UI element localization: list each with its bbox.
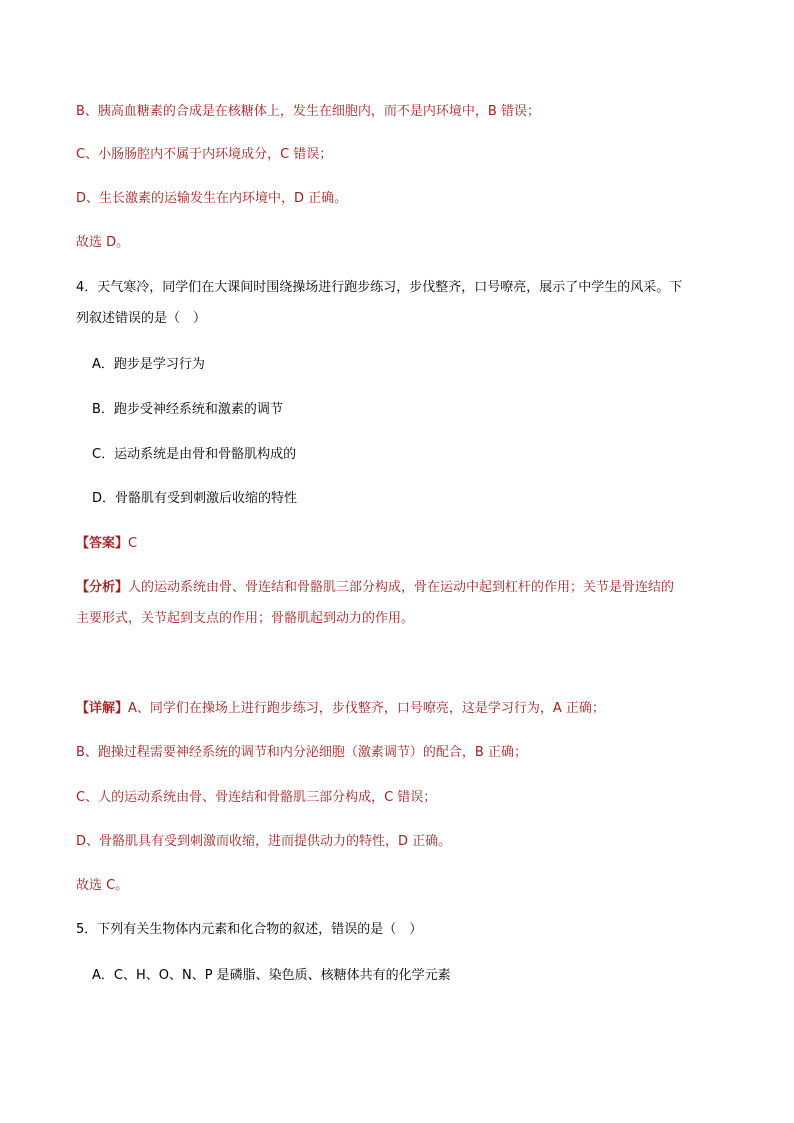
q4-analysis-line1 — [76, 579, 674, 597]
q4-analysis-line2: 主要形式，关节起到支点的作用；骨骼肌起到动力的作用。 — [76, 611, 415, 626]
q4-option-c: C．运动系统是由骨和骨骼肌构成的 — [92, 447, 297, 462]
detail-text-a: A、同学们在操场上进行跑步练习，步伐整齐，口号嘹亮，这是学习行为，A 正确； — [128, 701, 605, 716]
q4-detail-b: B、跑操过程需要神经系统的调节和内分泌细胞（激素调节）的配合，B 正确； — [76, 745, 527, 760]
q4-stem-line2: 列叙述错误的是（ ） — [76, 311, 207, 326]
q4-option-d: D．骨骼肌有受到刺激后收缩的特性 — [92, 491, 298, 506]
analysis-text-1: 人的运动系统由骨、骨连结和骨骼肌三部分构成，骨在运动中起到杠杆的作用；关节是骨连结的 — [128, 580, 675, 595]
q4-detail-d: D、骨骼肌具有受到刺激而收缩，进而提供动力的特性，D 正确。 — [76, 834, 452, 849]
prev-explanation-b: B、胰高血糖素的合成是在核糖体上，发生在细胞内，而不是内环境中，B 错误； — [76, 104, 540, 119]
prev-conclusion: 故选 D。 — [76, 235, 130, 250]
q4-option-b: B．跑步受神经系统和激素的调节 — [92, 402, 283, 417]
q5-stem: 5．下列有关生物体内元素和化合物的叙述，错误的是（ ） — [76, 922, 423, 937]
q4-conclusion: 故选 C。 — [76, 878, 129, 893]
detail-tag: 【详解】 — [76, 701, 129, 716]
q4-detail-a — [76, 700, 605, 718]
q5-option-a: A．C、H、O、N、P 是磷脂、染色质、核糖体共有的化学元素 — [92, 968, 451, 983]
answer-value: C — [128, 536, 138, 551]
prev-explanation-d: D、生长激素的运输发生在内环境中，D 正确。 — [76, 191, 348, 206]
q4-stem-line1: 4．天气寒冷，同学们在大课间时围绕操场进行跑步练习，步伐整齐，口号嘹亮，展示了中学生的风采。下 — [76, 280, 683, 295]
analysis-tag: 【分析】 — [76, 580, 129, 595]
q4-answer — [76, 535, 137, 553]
q4-option-a: A．跑步是学习行为 — [92, 357, 205, 372]
answer-tag: 【答案】 — [76, 536, 129, 551]
q4-detail-c: C、人的运动系统由骨、骨连结和骨骼肌三部分构成，C 错误； — [76, 790, 437, 805]
prev-explanation-c: C、小肠肠腔内不属于内环境成分，C 错误； — [76, 147, 333, 162]
